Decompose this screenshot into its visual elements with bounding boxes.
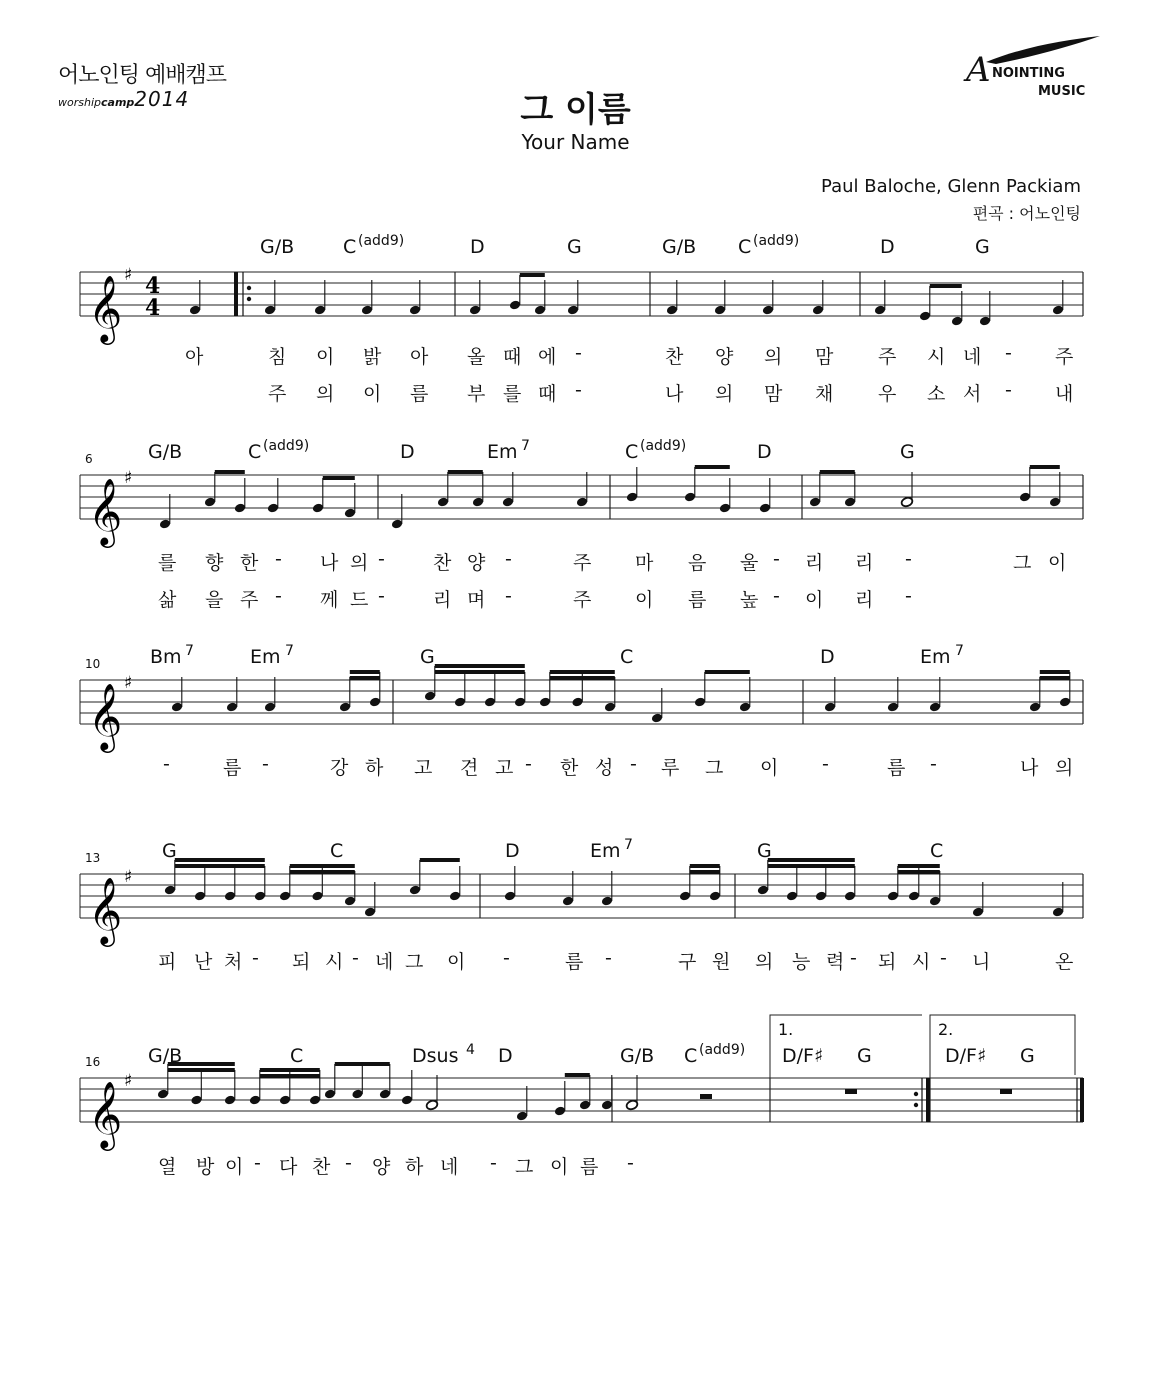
treble-clef-icon: 𝄞 xyxy=(88,682,123,750)
lyric-syllable: 능 xyxy=(792,951,812,973)
lyric-syllable: 아 xyxy=(410,346,430,368)
lyric-syllable: 름 xyxy=(580,1156,600,1178)
lyric-syllable: 올 xyxy=(467,346,487,368)
lyric-syllable: 리 xyxy=(805,552,825,574)
lyric-syllable: - xyxy=(575,342,583,364)
lyric-syllable: 향 xyxy=(205,552,225,574)
lyric-syllable: 이 xyxy=(225,1156,245,1178)
lyric-syllable: - xyxy=(905,548,913,570)
lyric-syllable: - xyxy=(503,947,511,969)
lyric-syllable: - xyxy=(378,548,386,570)
lyric-syllable: 의 xyxy=(764,346,784,368)
chord-symbol: D xyxy=(820,646,835,668)
key-sharp-icon: ♯ xyxy=(124,1071,133,1091)
chord-symbol: Bm xyxy=(150,646,182,668)
lyric-syllable: 시 xyxy=(927,346,947,368)
lyric-syllable: 에 xyxy=(538,346,558,368)
lyric-syllable: 네 xyxy=(375,951,395,973)
chord-symbol: C xyxy=(330,840,344,862)
lyric-syllable: - xyxy=(275,585,283,607)
lyric-syllable: 주 xyxy=(573,589,593,611)
key-sharp-icon: ♯ xyxy=(124,673,133,693)
chord-symbol: G xyxy=(162,840,177,862)
lyric-syllable: - xyxy=(1005,342,1013,364)
lyric-syllable: 찬 xyxy=(433,552,453,574)
repeat-dot xyxy=(247,286,251,290)
chord-symbol: G xyxy=(857,1045,872,1067)
lyric-syllable: 고 xyxy=(414,757,434,779)
key-sharp-icon: ♯ xyxy=(124,265,133,285)
lyric-syllable: 나 xyxy=(320,552,340,574)
lyric-syllable: - xyxy=(378,585,386,607)
chord-symbol: (add9) xyxy=(699,1042,746,1058)
lyric-syllable: 구 xyxy=(678,951,698,973)
measure-number: 6 xyxy=(85,452,93,466)
logo-line1: NOINTING xyxy=(992,66,1065,81)
rest-icon xyxy=(700,1094,712,1099)
lyric-syllable: 주 xyxy=(1055,346,1075,368)
composer: Paul Baloche, Glenn Packiam xyxy=(821,176,1081,197)
lyric-syllable: 온 xyxy=(1055,951,1075,973)
lyric-syllable: 다 xyxy=(279,1156,299,1178)
lyric-syllable: 이 xyxy=(635,589,655,611)
lyric-syllable: 서 xyxy=(963,383,983,405)
chord-symbol: G/B xyxy=(260,236,295,258)
lyric-syllable: 네 xyxy=(963,346,983,368)
lyric-syllable: - xyxy=(345,1152,353,1174)
chord-symbol: D xyxy=(757,441,772,463)
lyric-syllable: 때 xyxy=(538,383,558,405)
key-sharp-icon: ♯ xyxy=(124,867,133,887)
chord-symbol: 7 xyxy=(521,438,530,454)
chord-symbol: D/F♯ xyxy=(945,1045,987,1067)
camp-logo-camp: camp xyxy=(101,96,135,109)
lyric-syllable: - xyxy=(254,1152,262,1174)
chord-symbol: D xyxy=(505,840,520,862)
lyric-syllable: - xyxy=(275,548,283,570)
lyric-syllable: - xyxy=(262,753,270,775)
lyric-syllable: - xyxy=(505,548,513,570)
lyric-syllable: 나 xyxy=(1020,757,1040,779)
treble-clef-icon: 𝄞 xyxy=(88,477,123,545)
lyric-syllable: 강 xyxy=(330,757,350,779)
rest-icon xyxy=(845,1089,857,1094)
chord-symbol: D/F♯ xyxy=(782,1045,824,1067)
lyric-syllable: - xyxy=(930,753,938,775)
lyric-syllable: 름 xyxy=(688,589,708,611)
chord-symbol: C xyxy=(343,236,357,258)
lyric-syllable: 름 xyxy=(565,951,585,973)
song-subtitle: Your Name xyxy=(521,130,630,154)
lyric-syllable: 방 xyxy=(196,1156,216,1178)
lyric-syllable: 리 xyxy=(855,589,875,611)
lyric-syllable: 양 xyxy=(467,552,487,574)
lyric-syllable: 나 xyxy=(665,383,685,405)
lyric-syllable: - xyxy=(630,753,638,775)
lyric-syllable: 하 xyxy=(365,757,385,779)
lyric-syllable: - xyxy=(490,1152,498,1174)
lyric-syllable: 루 xyxy=(661,757,681,779)
lyric-syllable: 맘 xyxy=(815,346,835,368)
lyric-syllable: - xyxy=(773,548,781,570)
lyric-syllable: 양 xyxy=(715,346,735,368)
chord-symbol: G xyxy=(900,441,915,463)
lyric-syllable: - xyxy=(575,379,583,401)
repeat-dot xyxy=(914,1092,918,1096)
chord-symbol: 7 xyxy=(624,837,633,853)
lyric-syllable: 리 xyxy=(855,552,875,574)
repeat-dot xyxy=(914,1103,918,1107)
chord-symbol: Dsus xyxy=(412,1045,459,1067)
lyric-syllable: 때 xyxy=(503,346,523,368)
chord-symbol: C xyxy=(738,236,752,258)
lyric-syllable: 의 xyxy=(1055,757,1075,779)
chord-symbol: 7 xyxy=(285,643,294,659)
lyric-syllable: 주 xyxy=(240,589,260,611)
chord-symbol: C xyxy=(684,1045,698,1067)
chord-symbol: C xyxy=(620,646,634,668)
lyric-syllable: 원 xyxy=(712,951,732,973)
lyric-syllable: 이 xyxy=(363,383,383,405)
chord-symbol: (add9) xyxy=(263,438,310,454)
chord-symbol: G/B xyxy=(148,1045,183,1067)
time-signature-top: 4 xyxy=(145,273,161,299)
lyric-syllable: 한 xyxy=(240,552,260,574)
chord-symbol: 7 xyxy=(185,643,194,659)
lyric-syllable: 소 xyxy=(927,383,947,405)
lyric-syllable: 고 xyxy=(495,757,515,779)
lyric-syllable: 의 xyxy=(316,383,336,405)
chord-symbol: G xyxy=(1020,1045,1035,1067)
measure-number: 16 xyxy=(85,1055,101,1069)
lyric-syllable: 삶 xyxy=(158,589,178,611)
chord-symbol: G/B xyxy=(620,1045,655,1067)
rest-icon xyxy=(1000,1089,1012,1094)
logo-line2: MUSIC xyxy=(1038,84,1086,99)
chord-symbol: Em xyxy=(250,646,281,668)
lyric-syllable: 아 xyxy=(185,346,205,368)
camp-logo-korean: 어노인팅 예배캠프 xyxy=(58,63,227,88)
lyric-syllable: 높 xyxy=(740,589,760,611)
lyric-syllable: 되 xyxy=(878,951,898,973)
lyric-syllable: 성 xyxy=(595,757,615,779)
lyric-syllable: - xyxy=(352,947,360,969)
song-title: 그 이름 xyxy=(520,90,631,130)
lyric-syllable: 한 xyxy=(560,757,580,779)
lyric-syllable: - xyxy=(1005,379,1013,401)
lyric-syllable: 하 xyxy=(405,1156,425,1178)
lyric-syllable: 름 xyxy=(887,757,907,779)
camp-logo-worship: worship xyxy=(58,96,101,109)
measure-number: 13 xyxy=(85,851,101,865)
lyric-syllable: 를 xyxy=(503,383,523,405)
lyric-syllable: 며 xyxy=(467,589,487,611)
lyric-syllable: - xyxy=(163,753,171,775)
chord-symbol: G xyxy=(975,236,990,258)
lyric-syllable: 내 xyxy=(1055,383,1075,405)
chord-symbol: D xyxy=(400,441,415,463)
lyric-syllable: 를 xyxy=(158,552,178,574)
lyric-syllable: 네 xyxy=(440,1156,460,1178)
lyric-syllable: 채 xyxy=(815,383,835,405)
lyric-syllable: 이 xyxy=(805,589,825,611)
chord-symbol: 7 xyxy=(955,643,964,659)
chord-symbol: G xyxy=(420,646,435,668)
volta-1-label: 1. xyxy=(778,1020,794,1039)
chord-symbol: C xyxy=(290,1045,304,1067)
lyric-syllable: 름 xyxy=(223,757,243,779)
chord-symbol: Em xyxy=(487,441,518,463)
lyric-syllable: - xyxy=(773,585,781,607)
lyric-syllable: 의 xyxy=(715,383,735,405)
chord-symbol: C xyxy=(930,840,944,862)
lyric-syllable: 시 xyxy=(325,951,345,973)
lyric-syllable: 드 xyxy=(350,589,370,611)
lyric-syllable: 되 xyxy=(292,951,312,973)
lyric-syllable: 그 xyxy=(515,1156,535,1178)
lyric-syllable: 견 xyxy=(460,757,480,779)
chord-symbol: D xyxy=(880,236,895,258)
lyric-syllable: - xyxy=(627,1152,635,1174)
lyric-syllable: - xyxy=(525,753,533,775)
chord-symbol: 4 xyxy=(466,1042,475,1058)
lyric-syllable: 난 xyxy=(194,951,214,973)
lyric-syllable: - xyxy=(505,585,513,607)
lyric-syllable: - xyxy=(605,947,613,969)
chord-symbol: G/B xyxy=(662,236,697,258)
lyric-syllable: 울 xyxy=(740,552,760,574)
lyric-syllable: 처 xyxy=(224,951,244,973)
arranger: 편곡 : 어노인팅 xyxy=(972,204,1081,223)
lyric-syllable: 리 xyxy=(433,589,453,611)
key-sharp-icon: ♯ xyxy=(124,468,133,488)
measure-number: 10 xyxy=(85,657,101,671)
chord-symbol: G xyxy=(757,840,772,862)
lyric-syllable: 밝 xyxy=(363,346,383,368)
lyric-syllable: 께 xyxy=(320,589,340,611)
lyric-syllable: 양 xyxy=(372,1156,392,1178)
chord-symbol: C xyxy=(625,441,639,463)
chord-symbol: D xyxy=(498,1045,513,1067)
lyric-syllable: 맘 xyxy=(764,383,784,405)
volta-2-label: 2. xyxy=(938,1020,954,1039)
lyric-syllable: 그 xyxy=(405,951,425,973)
chord-symbol: Em xyxy=(590,840,621,862)
lyric-syllable: 부 xyxy=(467,383,487,405)
lyric-syllable: 주 xyxy=(878,346,898,368)
lyric-syllable: - xyxy=(940,947,948,969)
lyric-syllable: 의 xyxy=(350,552,370,574)
lyric-syllable: 의 xyxy=(755,951,775,973)
lyric-syllable: 마 xyxy=(635,552,655,574)
chord-symbol: (add9) xyxy=(358,233,405,249)
lyric-syllable: 열 xyxy=(158,1156,178,1178)
chord-symbol: (add9) xyxy=(640,438,687,454)
lyric-syllable: 찬 xyxy=(665,346,685,368)
lyric-syllable: 찬 xyxy=(312,1156,332,1178)
lyric-syllable: 이 xyxy=(1048,552,1068,574)
lyric-syllable: 름 xyxy=(410,383,430,405)
lyric-syllable: 이 xyxy=(447,951,467,973)
lyric-syllable: 주 xyxy=(573,552,593,574)
treble-clef-icon: 𝄞 xyxy=(88,1080,123,1148)
chord-symbol: G xyxy=(567,236,582,258)
logo-initial: A xyxy=(966,50,991,90)
treble-clef-icon: 𝄞 xyxy=(88,876,123,944)
lyric-syllable: 음 xyxy=(688,552,708,574)
repeat-dot xyxy=(247,297,251,301)
camp-logo-year: 2014 xyxy=(134,87,190,111)
chord-symbol: Em xyxy=(920,646,951,668)
lyric-syllable: - xyxy=(850,947,858,969)
lyric-syllable: 이 xyxy=(550,1156,570,1178)
lyric-syllable: 이 xyxy=(760,757,780,779)
lyric-syllable: 그 xyxy=(705,757,725,779)
lyric-syllable: 을 xyxy=(205,589,225,611)
chord-symbol: (add9) xyxy=(753,233,800,249)
time-signature-bottom: 4 xyxy=(145,295,161,321)
lyric-syllable: 니 xyxy=(972,951,992,973)
lyric-syllable: 피 xyxy=(158,951,178,973)
lyric-syllable: 시 xyxy=(912,951,932,973)
lyric-syllable: 력 xyxy=(826,951,846,973)
lyric-syllable: 주 xyxy=(268,383,288,405)
lyric-syllable: 그 xyxy=(1013,552,1033,574)
lyric-syllable: 이 xyxy=(316,346,336,368)
chord-symbol: C xyxy=(248,441,262,463)
lyric-syllable: 침 xyxy=(268,346,288,368)
lyric-syllable: - xyxy=(252,947,260,969)
chord-symbol: G/B xyxy=(148,441,183,463)
treble-clef-icon: 𝄞 xyxy=(88,274,123,342)
lyric-syllable: - xyxy=(822,753,830,775)
lyric-syllable: 우 xyxy=(878,383,898,405)
chord-symbol: D xyxy=(470,236,485,258)
lyric-syllable: - xyxy=(905,585,913,607)
